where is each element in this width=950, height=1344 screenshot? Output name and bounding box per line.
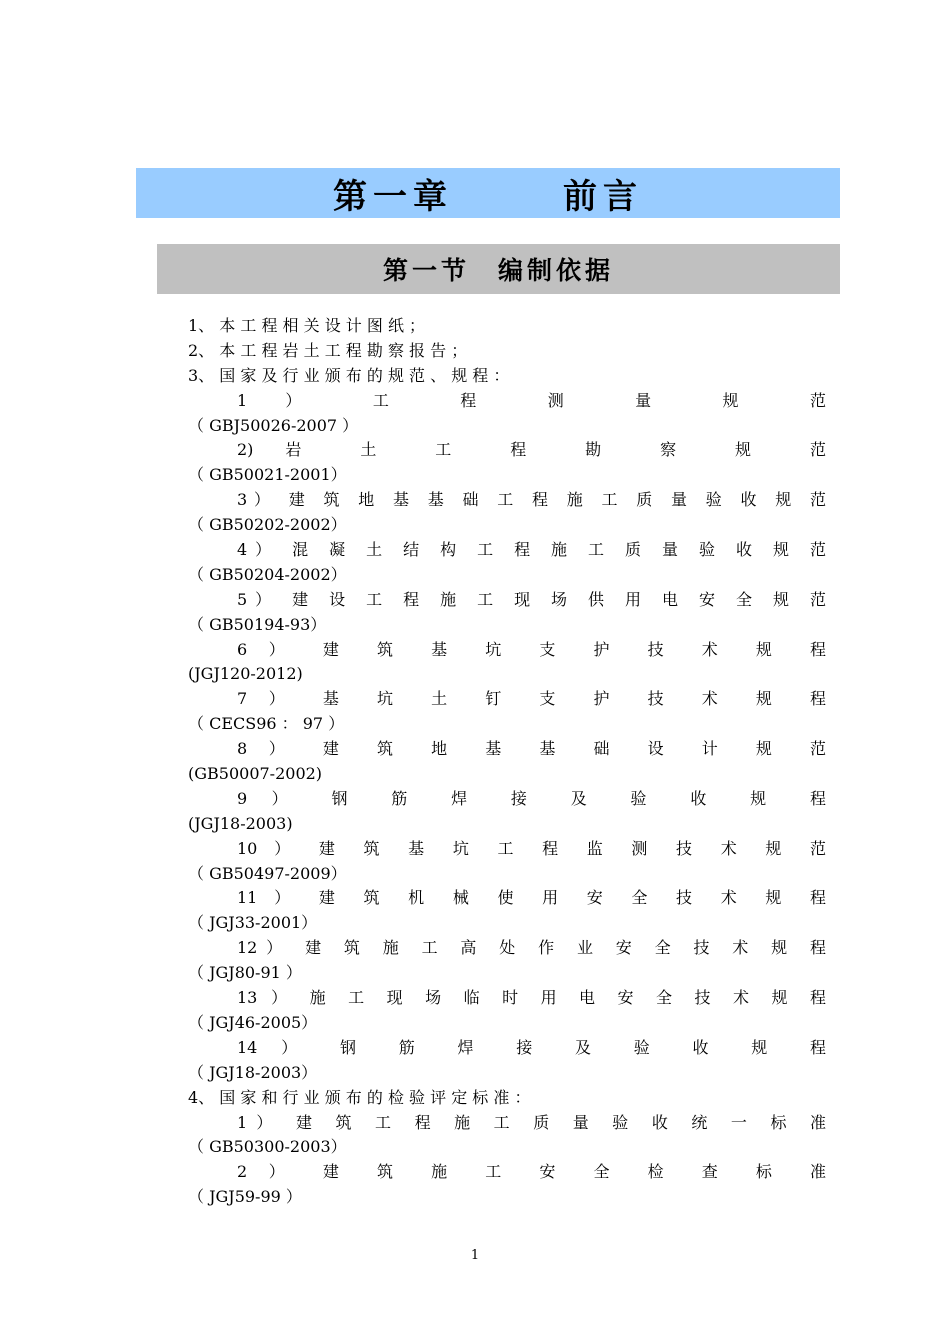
standard-item-line: 13 ） 施 工 现 场 临 时 用 电 安 全 技 术 规 程 [237,988,826,1008]
chapter-title-banner [136,168,840,218]
standard-item-line: 1 ） 工 程 测 量 规 范 [237,390,826,410]
chapter-number: 第一章 [333,176,453,217]
standard-item-line: 2 ） 建 筑 施 工 安 全 检 查 标 准 [237,1162,826,1182]
standard-item-line: 8 ） 建 筑 地 基 基 础 设 计 规 范 [237,739,826,759]
text-line: （ GB50202-2002） [188,515,347,535]
text-line: (JGJ120-2012) [188,664,303,684]
standard-item-line: 7 ） 基 坑 土 钉 支 护 技 术 规 程 [237,689,826,709]
text-line: 1、 本 工 程 相 关 设 计 图 纸 ； [188,316,426,335]
text-line: （ JGJ33-2001） [188,913,318,933]
page-number: 1 [470,1248,480,1263]
standard-item-line: 9 ） 钢 筋 焊 接 及 验 收 规 程 [237,788,826,808]
text-line: （ JGJ80-91 ） [188,963,302,983]
text-line: 3、 国 家 及 行 业 颁 布 的 规 范 、 规 程 ： [188,365,510,385]
standard-item-line: 12） 建 筑 施 工 高 处 作 业 安 全 技 术 规 程 [237,938,826,958]
standard-item-line: 3） 建 筑 地 基 基 础 工 程 施 工 质 量 验 收 规 范 [237,490,826,510]
document-body [188,314,826,1210]
section-number: 第一节 [382,256,470,285]
chapter-title: 前言 [563,176,643,217]
section-title-banner [157,244,840,294]
text-line: (GB50007-2002) [188,764,323,784]
text-line: 4、 国 家 和 行 业 颁 布 的 检 验 评 定 标 准 ： [188,1087,531,1107]
section-title: 编制依据 [498,256,615,285]
text-line: （ GB50194-93） [188,614,327,634]
text-line: （ GB50204-2002） [188,564,347,584]
standard-item-line: 1） 建 筑 工 程 施 工 质 量 验 收 统 一 标 准 [237,1112,826,1132]
text-line: （ JGJ46-2005） [188,1012,318,1032]
text-line: 2、 本 工 程 岩 土 工 程 勘 察 报 告 ； [188,340,468,360]
standard-item-line: 6 ） 建 筑 基 坑 支 护 技 术 规 程 [237,639,826,659]
standard-item-line: 5） 建 设 工 程 施 工 现 场 供 用 电 安 全 规 范 [237,589,826,609]
text-line: (JGJ18-2003) [188,813,293,833]
text-line: （ GB50497-2009） [188,863,347,883]
text-line: （ CECS96 ： 97 ） [188,714,345,734]
text-line: （ JGJ59-99 ） [188,1187,302,1207]
text-line: （ GBJ50026-2007 ） [188,415,359,435]
standard-item-line: 11 ） 建 筑 机 械 使 用 安 全 技 术 规 程 [237,888,826,908]
standard-item-line: 2) 岩 土 工 程 勘 察 规 范 [237,440,826,460]
text-line: （ GB50021-2001） [188,465,347,485]
standard-item-line: 14 ） 钢 筋 焊 接 及 验 收 规 程 [237,1037,826,1057]
standard-item-line: 4） 混 凝 土 结 构 工 程 施 工 质 量 验 收 规 范 [237,540,826,560]
standard-item-line: 10 ） 建 筑 基 坑 工 程 监 测 技 术 规 范 [237,838,826,858]
text-line: （ JGJ18-2003） [188,1062,318,1082]
text-line: （ GB50300-2003） [188,1137,347,1157]
